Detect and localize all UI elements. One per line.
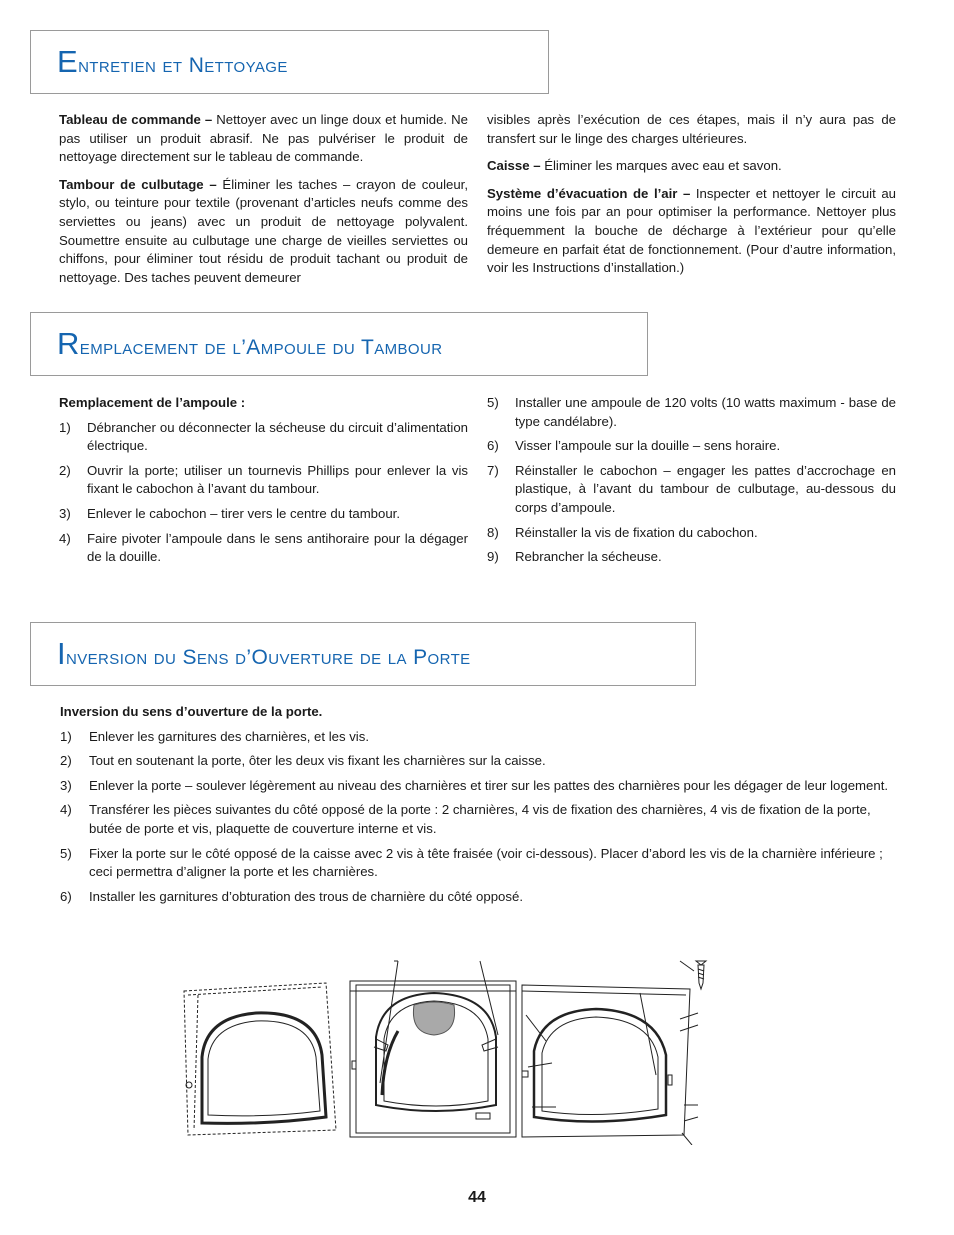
section-header-entretien: [30, 30, 549, 94]
paragraph-caisse: Caisse – Éliminer les marques avec eau et savon.: [487, 158, 782, 174]
list-item: 1) Enlever les garnitures des charnières, et les vis.: [60, 728, 369, 744]
list-item: 6) Installer les garnitures d’obturation des trous de charnière du côté opposé.: [60, 888, 523, 904]
lamp-cover: [413, 1002, 454, 1035]
list-item: 2) Ouvrir la porte; utiliser un tournevis Phillips pour enlever la vis fixant le cabochon à l’avant du tambour.: [59, 462, 468, 497]
list-item: 3) Enlever le cabochon – tirer vers le centre du tambour.: [59, 505, 401, 521]
list-item: 4) Faire pivoter l’ampoule dans le sens antihoraire pour la dégager de la douille.: [59, 530, 468, 565]
list-item: 7) Réinstaller le cabochon – engager les pattes d’accrochage en plastique, à l’avant du tambour de culbutage, au-dessous du corps d’ampoule.: [487, 462, 896, 515]
inversion-column: [60, 703, 896, 912]
list-item: 2) Tout en soutenant la porte, ôter les deux vis fixant les charnières sur la caisse.: [60, 753, 546, 769]
list-item: 5) Installer une ampoule de 120 volts (10 watts maximum - base de type candélabre).: [487, 395, 896, 429]
subheading: Inversion du sens d’ouverture de la porte.: [60, 704, 323, 719]
list-item: 6) Visser l’ampoule sur la douille – sens horaire.: [487, 438, 781, 454]
section-title: Inversion du Sens d’Ouverture de la Porte: [57, 636, 471, 671]
list-item: 9) Rebrancher la sécheuse.: [487, 549, 662, 565]
subheading: Remplacement de l’ampoule :: [59, 395, 246, 410]
paragraph-tambour: Tambour de culbutage – Éliminer les taches – crayon de couleur, stylo, ou teinture pour textile (provenant d’articles neufs comme des serviettes ou jeans) avec un produit de nettoyage polyvalent. Soumettre ensuite au culbutage une charge de vieilles serviettes ou chiffons, pour éliminer tout résidu de produit tachant ou produit de nettoyage. Des taches peuvent demeurer: [59, 176, 468, 285]
ampoule-right-column: [487, 394, 896, 573]
list-item: 1) Débrancher ou déconnecter la sécheuse du circuit d’alimentation électrique.: [59, 419, 468, 454]
section-title: Remplacement de l’Ampoule du Tambour: [57, 326, 443, 361]
screw-icon: [680, 961, 706, 989]
dryer-door-reversal-diagram-icon: [176, 955, 716, 1145]
list-item: 4) Transférer les pièces suivantes du côté opposé de la porte : 2 charnières, 4 vis de fixation des charnières, 4 vis de fixation de la porte, butée de porte et vis, plaquette de couverture interne et vis.: [60, 802, 871, 836]
dryer-cabinet: [350, 961, 516, 1137]
section-title: Entretien et Nettoyage: [57, 44, 288, 79]
list-item: 3) Enlever la porte – soulever légèrement au niveau des charnières et tirer sur les pattes des charnières pour les dégager de leur logement.: [60, 777, 889, 793]
steps-list: [487, 394, 896, 567]
entretien-left-column: [59, 111, 468, 296]
paragraph-tableau: Tableau de commande – Nettoyer avec un linge doux et humide. Ne pas utiliser un produit abrasif. Ne pas pulvériser le produit de nettoyage directement sur le tableau de commande.: [59, 112, 468, 165]
removed-door-seal: [202, 1013, 326, 1123]
paragraph-evacuation: Système d’évacuation de l’air – Inspecter et nettoyer le circuit au moins une fois par an pour optimiser la performance. Nettoyer plus fréquemment la bouche de décharge à l’extérieur pour qu’elle demeure en parfait état de fonctionnement. (Pour d’autre information, voir les Instructions d’installation.): [487, 185, 897, 276]
section-header-inversion: [30, 622, 696, 686]
reversed-door: [522, 985, 698, 1145]
entretien-right-column: [487, 111, 896, 287]
paragraph-continuation: visibles après l’exécution de ces étapes, mais il n’y aura pas de transfert sur le linge des charges ultérieures.: [487, 112, 896, 146]
list-item: 8) Réinstaller la vis de fixation du cabochon.: [487, 524, 758, 540]
section-header-ampoule: [30, 312, 648, 376]
steps-list: [60, 728, 896, 907]
steps-list: [59, 419, 468, 567]
list-item: 5) Fixer la porte sur le côté opposé de la caisse avec 2 vis à tête fraisée (voir ci-dessous). Placer d’abord les vis de la charnière inférieure ; ceci permettra d’aligner la porte et les charnières.: [60, 845, 883, 880]
page-number: 44: [468, 1189, 486, 1206]
ampoule-left-column: [59, 394, 468, 573]
